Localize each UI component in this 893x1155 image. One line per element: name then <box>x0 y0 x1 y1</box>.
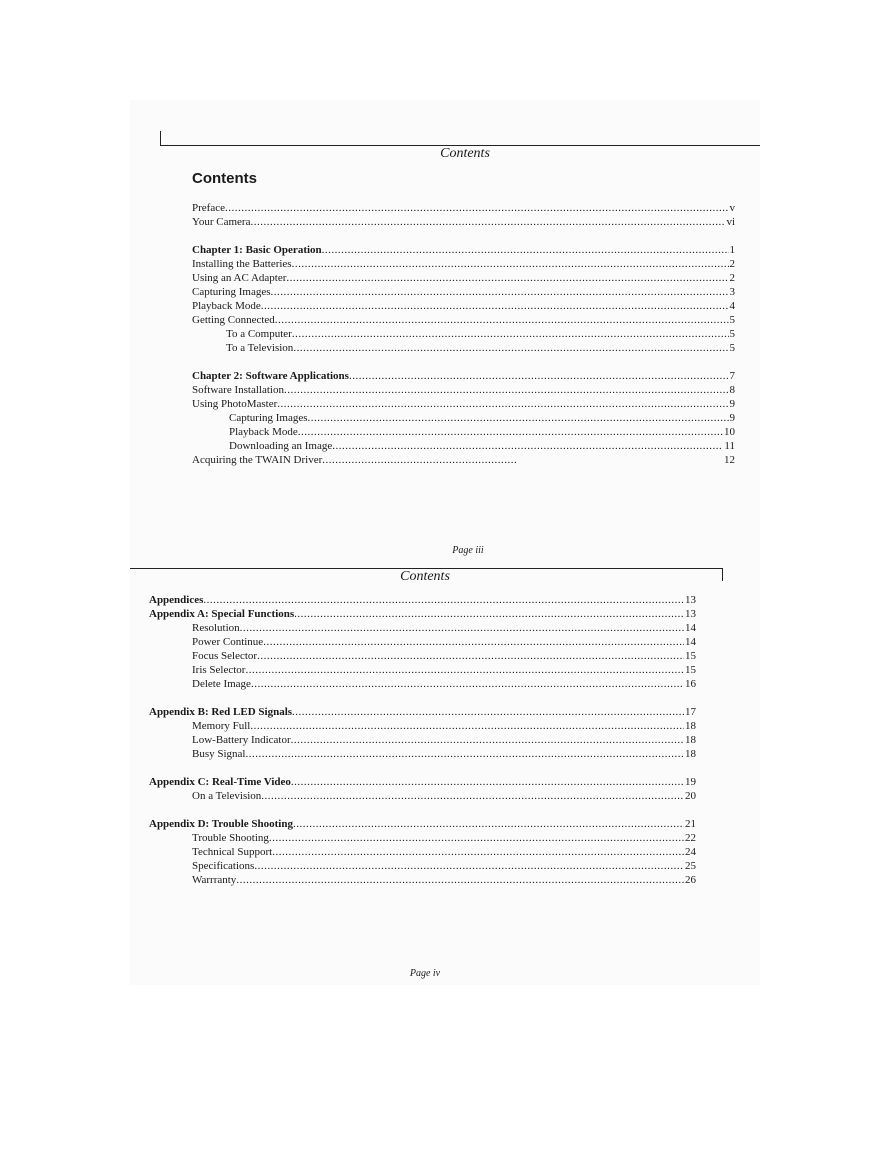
toc-entry-appendix-a: Appendix A: Special Functions ..... 13 <box>149 607 696 621</box>
toc-entry-busy-signal: Busy Signal ..... 18 <box>149 747 696 761</box>
toc-entry-ac-adapter: Using an AC Adapter ..... 2 <box>192 271 735 285</box>
corner-mark-left <box>160 131 161 145</box>
toc-entry-twain-driver: Acquiring the TWAIN Driver ..... 12 <box>192 453 735 467</box>
toc-page-iii <box>192 201 735 467</box>
toc-entry-delete-image: Delete Image ..... 16 <box>149 677 696 691</box>
page-number-iv: Page iv <box>409 968 441 979</box>
toc-entry-chapter-1: Chapter 1: Basic Operation ..... 1 <box>192 243 735 257</box>
toc-entry-capturing-images: Capturing Images ..... 3 <box>192 285 735 299</box>
toc-entry-pm-playback-mode: Playback Mode ..... 10 <box>192 425 735 439</box>
toc-entry-iris-selector: Iris Selector ..... 15 <box>149 663 696 677</box>
page-number-iii: Page iii <box>452 545 484 556</box>
toc-entry-getting-connected: Getting Connected ..... 5 <box>192 313 735 327</box>
toc-entry-memory-full: Memory Full ..... 18 <box>149 719 696 733</box>
toc-entry-specifications: Specifications ..... 25 <box>149 859 696 873</box>
page-title: Contents <box>192 170 257 187</box>
toc-entry-downloading-image: Downloading an Image ..... 11 <box>192 439 735 453</box>
corner-mark-right <box>722 568 723 581</box>
toc-entry-chapter-2: Chapter 2: Software Applications ..... 7 <box>192 369 735 383</box>
toc-entry-focus-selector: Focus Selector ..... 15 <box>149 649 696 663</box>
toc-entry-installing-batteries: Installing the Batteries ..... 2 <box>192 257 735 271</box>
toc-entry-using-photomaster: Using PhotoMaster ..... 9 <box>192 397 735 411</box>
toc-entry-playback-mode: Playback Mode ..... 4 <box>192 299 735 313</box>
toc-entry-appendix-c: Appendix C: Real-Time Video ..... 19 <box>149 775 696 789</box>
toc-entry-software-installation: Software Installation ..... 8 <box>192 383 735 397</box>
toc-entry-technical-support: Technical Support ..... 24 <box>149 845 696 859</box>
toc-entry-to-computer: To a Computer ..... 5 <box>192 327 735 341</box>
toc-entry-to-television: To a Television ..... 5 <box>192 341 735 355</box>
running-header-page-iv: Contents <box>400 569 450 584</box>
toc-entry-appendix-d: Appendix D: Trouble Shooting ..... 21 <box>149 817 696 831</box>
toc-entry-on-television: On a Television ..... 20 <box>149 789 696 803</box>
toc-entry-your-camera: Your Camera ..... vi <box>192 215 735 229</box>
toc-entry-warranty: Warrranty ..... 26 <box>149 873 696 887</box>
toc-entry-low-battery: Low-Battery Indicator ..... 18 <box>149 733 696 747</box>
running-header-page-iii: Contents <box>440 146 490 161</box>
toc-entry-trouble-shooting: Trouble Shooting ..... 22 <box>149 831 696 845</box>
toc-entry-power-continue: Power Continue ..... 14 <box>149 635 696 649</box>
toc-entry-appendix-b: Appendix B: Red LED Signals ..... 17 <box>149 705 696 719</box>
toc-entry-preface: Preface ..... v <box>192 201 735 215</box>
toc-entry-appendices: Appendices ..... 13 <box>149 593 696 607</box>
toc-page-iv <box>149 593 696 887</box>
toc-entry-resolution: Resolution ..... 14 <box>149 621 696 635</box>
toc-entry-pm-capturing-images: Capturing Images ..... 9 <box>192 411 735 425</box>
